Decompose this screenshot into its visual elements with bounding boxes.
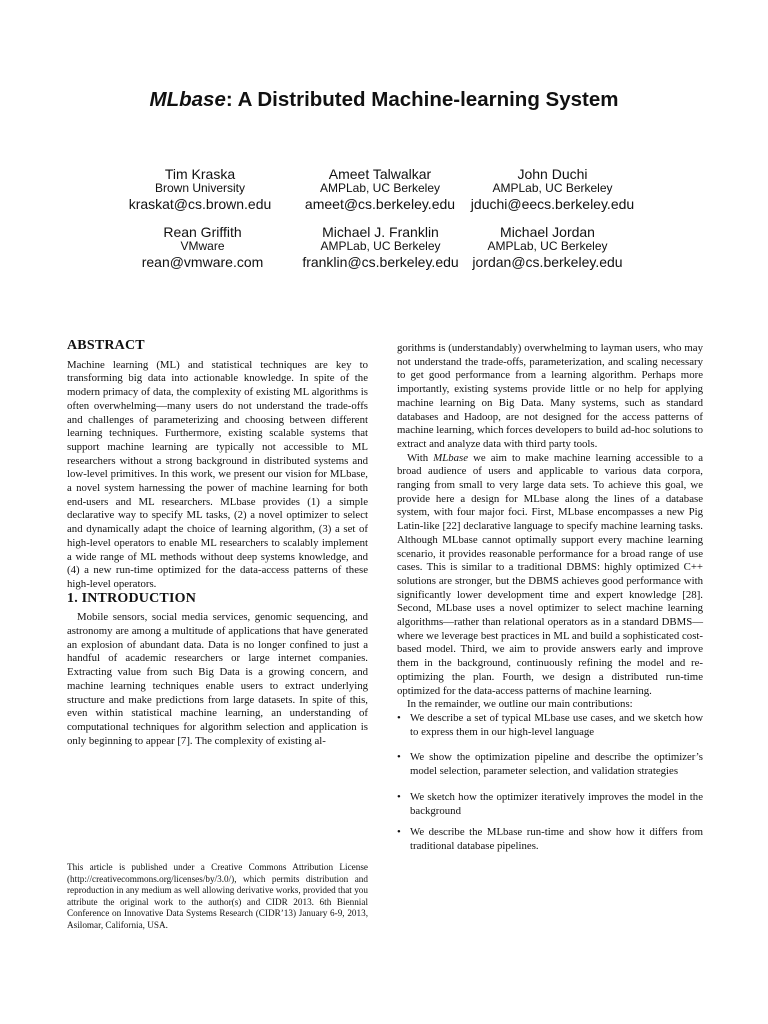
author-email: jduchi@eecs.berkeley.edu xyxy=(470,196,635,212)
author-name: Michael Jordan xyxy=(500,224,595,240)
author-name: John Duchi xyxy=(517,166,588,182)
author-email: kraskat@cs.brown.edu xyxy=(128,196,272,212)
contribution-item xyxy=(397,826,703,853)
contributions-intro: In the remainder, we outline our main contributions: xyxy=(407,698,633,711)
introduction-heading: 1. INTRODUCTION xyxy=(67,590,197,606)
contribution-item xyxy=(397,751,703,778)
author-block xyxy=(445,224,650,271)
author-email: jordan@cs.berkeley.edu xyxy=(472,254,623,270)
contributions-list xyxy=(397,712,703,854)
author-affiliation: AMPLab, UC Berkeley xyxy=(319,181,441,195)
author-affiliation: Brown University xyxy=(154,181,246,195)
bullet-icon: • xyxy=(397,751,401,764)
goal-rest: we aim to make machine learning accessible to a broad audience of users and applicable to various data corpora, ranging from small to very large data sets. To achieve this goal, we provide here a design for MLbase along the lines of a database system, with four major foci. First, MLbase encompasses a new Pig Latin-like [22] declarative language to specify machine learning tasks. Although MLbase cannot optimally support every machine learning scenario, it provides reasonable performance for a broad range of use cases. This is similar to a traditional DBMS: highly optimized C++ solutions are stronger, but the DBMS achieves good performance with significantly lower development time and expert knowledge [28]. Second, MLbase uses a novel optimizer to select machine learning algorithms—rather than relational operators as in a standard DBMS—where we leverage best practices in ML and build a sophisticated cost-based model. Third, we aim to provide answers early and improve them in the background, continuously refining the model and re-optimizing the plan. Fourth, we design a distributed run-time optimized for the data-access patterns of machine learning. xyxy=(397,451,703,697)
author-email: franklin@cs.berkeley.edu xyxy=(302,254,459,270)
contribution-item xyxy=(397,791,703,818)
mlbase-italic: MLbase xyxy=(433,451,469,464)
contribution-text: We describe a set of typical MLbase use cases, and we sketch how to express them in our high-level language xyxy=(410,711,703,738)
bullet-icon: • xyxy=(397,711,401,724)
bullet-icon: • xyxy=(397,826,401,839)
author-email: rean@vmware.com xyxy=(141,254,264,270)
author-affiliation: AMPLab, UC Berkeley xyxy=(492,181,613,195)
abstract-heading: ABSTRACT xyxy=(67,338,145,353)
goal-lead: With xyxy=(407,451,434,464)
author-name: Rean Griffith xyxy=(163,224,242,240)
title-italic: MLbase xyxy=(149,88,226,111)
title-rest: : A Distributed Machine-learning System xyxy=(225,88,619,111)
author-email: ameet@cs.berkeley.edu xyxy=(304,196,456,212)
mlbase-goal-paragraph xyxy=(397,452,703,699)
author-affiliation: VMware xyxy=(180,239,225,253)
introduction-continued: gorithms is (understandably) overwhelming to layman users, who may not understand the trade-offs, parameterization, and scaling necessary to get good performance from a learning algorithm. Perhaps more importantly, existing systems provide little or no help for applying machine learning on Big Data. Many systems, such as standard databases and Hadoop, are not designed for the access patterns of machine learning, which forces developers to build ad-hoc solutions to extract and analyze data with third party tools. xyxy=(397,342,703,450)
copyright-footnote: This article is published under a Creative Commons Attribution License (http://creativecommons.org/licenses/by/3.0/), which permits distribution and reproduction in any medium as well allowing derivative works, provided that you attribute the original work to the author(s) and CIDR 2013. 6th Biennial Conference on Innovative Data Systems Research (CIDR’13) January 6-9, 2013, Asilomar, California, USA. xyxy=(67,862,368,930)
contribution-item xyxy=(397,712,703,739)
contribution-text: We show the optimization pipeline and describe the optimizer’s model selection, parameter selection, and validation strategies xyxy=(410,751,703,778)
right-column xyxy=(397,342,703,854)
abstract-text: Machine learning (ML) and statistical techniques are key to transforming big data into actionable knowledge. In spite of the modern primacy of data, the complexity of existing ML algorithms is often overwhelming—many users do not understand the trade-offs and challenges of parameterizing and choosing between different learning techniques. Furthermore, existing scalable systems that support machine learning are typically not accessible to ML researchers without a strong background in distributed systems and low-level primitives. In this work, we present our vision for MLbase, a novel system harnessing the power of machine learning for both end-users and ML researchers. MLbase provides (1) a simple declarative way to specify ML tasks, (2) a novel optimizer to select and dynamically adapt the choice of learning algorithm, (3) a set of high-level operators to enable ML researchers to scalably implement a wide range of ML methods without deep systems knowledge, and (4) a new run-time optimized for the data-access patterns of these high-level operators. xyxy=(67,358,368,590)
left-column xyxy=(67,339,368,748)
author-affiliation: AMPLab, UC Berkeley xyxy=(487,239,608,253)
author-name: Ameet Talwalkar xyxy=(328,166,432,182)
introduction-paragraph: Mobile sensors, social media services, genomic sequencing, and astronomy are among a multitude of applications that have generated an explosion of abundant data. Data is no longer confined to just a handful of academic researchers or large internet companies. Extracting value from such Big Data is a growing concern, and machine learning techniques enable users to extract underlying structure and make predictions from large datasets. In spite of this, even within statistical machine learning, an understanding of computational techniques for algorithm selection and application is only beginning to appear [7]. The complexity of existing al- xyxy=(67,611,368,747)
author-name: Tim Kraska xyxy=(164,166,236,182)
author-name: Michael J. Franklin xyxy=(322,224,439,240)
author-affiliation: AMPLab, UC Berkeley xyxy=(320,239,441,253)
contribution-text: We describe the MLbase run-time and show how it differs from traditional database pipelines. xyxy=(410,826,703,852)
contribution-text: We sketch how the optimizer iteratively improves the model in the background xyxy=(410,790,703,817)
author-block xyxy=(450,166,655,213)
bullet-icon: • xyxy=(397,790,401,803)
paper-title xyxy=(0,88,768,112)
